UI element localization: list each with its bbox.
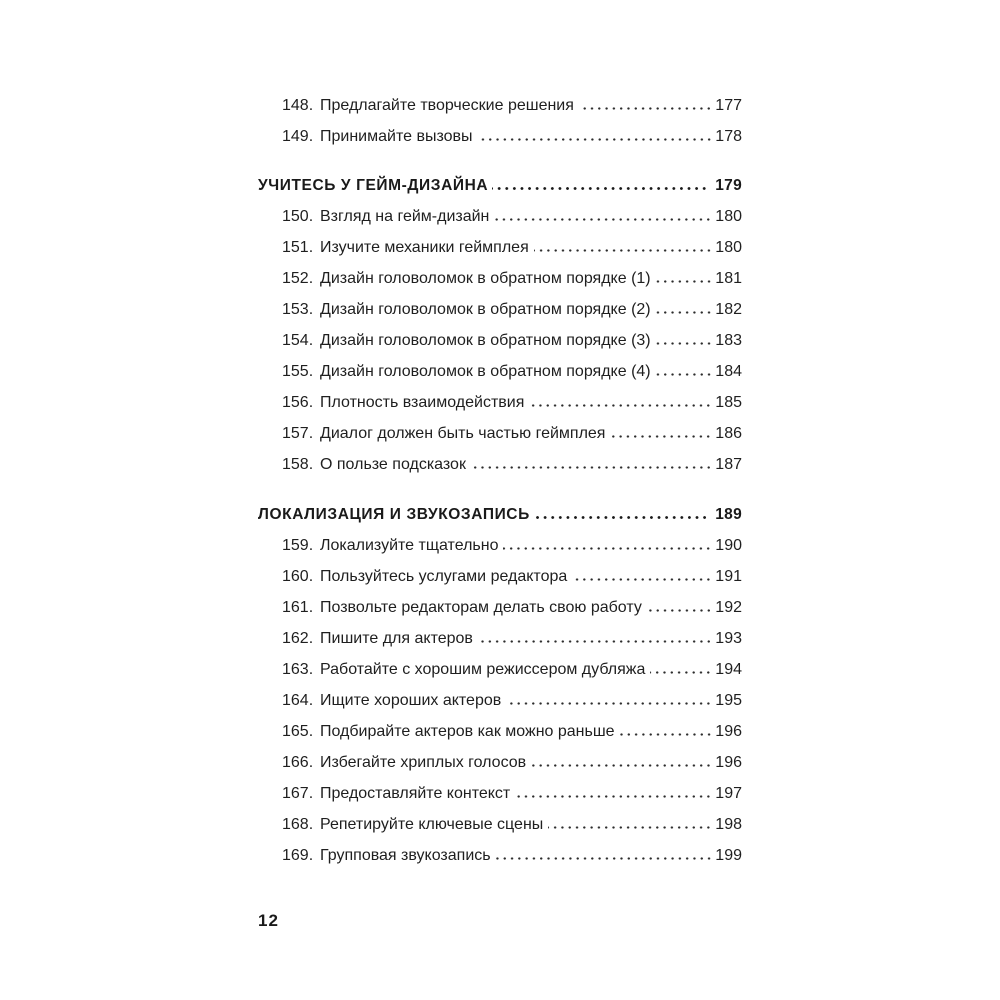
toc-entry	[258, 623, 742, 654]
toc-entry	[258, 356, 742, 387]
entry-title: Диалог должен быть частью геймплея	[320, 425, 606, 442]
dot-leader	[620, 733, 713, 736]
toc-entry	[258, 654, 742, 685]
toc-entry	[258, 449, 742, 480]
entry-number: 151.	[282, 239, 314, 256]
dot-leader	[471, 466, 712, 469]
entry-title: Взгляд на гейм-дизайн	[320, 208, 490, 225]
toc-entry	[258, 561, 742, 592]
entry-page: 195	[715, 692, 742, 709]
entry-number: 164.	[282, 692, 314, 709]
entry-page: 197	[715, 785, 742, 802]
entry-number: 157.	[282, 425, 314, 442]
entry-title: Репетируйте ключевые сцены	[320, 816, 544, 833]
dot-leader	[656, 342, 713, 345]
toc-entry	[258, 592, 742, 623]
entry-page: 182	[715, 301, 742, 318]
entry-number: 148.	[282, 97, 314, 114]
dot-leader	[548, 826, 712, 829]
entry-title: Позвольте редакторам делать свою работу	[320, 599, 642, 616]
entry-title: Изучите механики геймплея	[320, 239, 529, 256]
entry-page: 178	[715, 128, 742, 145]
toc-entry	[258, 418, 742, 449]
toc-entry	[258, 716, 742, 747]
dot-leader	[579, 107, 712, 110]
entry-page: 194	[715, 661, 742, 678]
entry-page: 187	[715, 456, 742, 473]
section-heading-row	[258, 170, 742, 201]
dot-leader	[656, 373, 713, 376]
entry-page: 186	[715, 425, 742, 442]
dot-leader	[515, 795, 712, 798]
toc-entry	[258, 685, 742, 716]
toc-entry	[258, 778, 742, 809]
dot-leader	[572, 578, 712, 581]
entry-page: 192	[715, 599, 742, 616]
dot-leader	[529, 404, 712, 407]
entry-number: 158.	[282, 456, 314, 473]
dot-leader	[496, 857, 713, 860]
toc-entry	[258, 747, 742, 778]
entry-title: Дизайн головоломок в обратном порядке (4)	[320, 363, 651, 380]
toc-entry	[258, 90, 742, 121]
entry-number: 153.	[282, 301, 314, 318]
page-number: 12	[258, 911, 279, 930]
entry-title: Предлагайте творческие решения	[320, 97, 574, 114]
entry-number: 154.	[282, 332, 314, 349]
entry-number: 163.	[282, 661, 314, 678]
entry-title: Принимайте вызовы	[320, 128, 473, 145]
entry-page: 177	[715, 97, 742, 114]
entry-title: Пользуйтесь услугами редактора	[320, 568, 568, 585]
entry-number: 166.	[282, 754, 314, 771]
entry-title: Предоставляйте контекст	[320, 785, 511, 802]
entry-title: Дизайн головоломок в обратном порядке (2)	[320, 301, 651, 318]
toc-entry	[258, 840, 742, 871]
entry-page: 185	[715, 394, 742, 411]
dot-leader	[478, 138, 713, 141]
entry-page: 181	[715, 270, 742, 287]
section-page: 179	[715, 177, 742, 194]
dot-leader	[478, 640, 712, 643]
dot-leader	[494, 218, 712, 221]
entry-title: Плотность взаимодействия	[320, 394, 525, 411]
toc-entry	[258, 263, 742, 294]
toc-entry	[258, 121, 742, 152]
toc-entry	[258, 809, 742, 840]
toc-entry	[258, 530, 742, 561]
toc-entry	[258, 201, 742, 232]
entry-title: Ищите хороших актеров	[320, 692, 502, 709]
entry-page: 184	[715, 363, 742, 380]
dot-leader	[534, 249, 713, 252]
entry-number: 155.	[282, 363, 314, 380]
entry-number: 160.	[282, 568, 314, 585]
dot-leader	[647, 609, 712, 612]
entry-page: 199	[715, 847, 742, 864]
toc-entry	[258, 294, 742, 325]
entry-number: 161.	[282, 599, 314, 616]
entry-page: 180	[715, 239, 742, 256]
entry-number: 150.	[282, 208, 314, 225]
entry-title: О пользе подсказок	[320, 456, 466, 473]
dot-leader	[656, 311, 713, 314]
toc-entry	[258, 325, 742, 356]
entry-number: 149.	[282, 128, 314, 145]
dot-leader	[503, 547, 712, 550]
section-heading: ЛОКАЛИЗАЦИЯ И ЗВУКОЗАПИСЬ	[258, 506, 530, 523]
dot-leader	[656, 280, 713, 283]
dot-leader	[506, 702, 712, 705]
entry-page: 183	[715, 332, 742, 349]
dot-leader	[610, 435, 712, 438]
dot-leader	[531, 764, 712, 767]
section-page: 189	[715, 506, 742, 523]
entry-number: 159.	[282, 537, 314, 554]
entry-page: 191	[715, 568, 742, 585]
entry-title: Работайте с хорошим режиссером дубляжа	[320, 661, 646, 678]
entry-number: 165.	[282, 723, 314, 740]
entry-number: 152.	[282, 270, 314, 287]
dot-leader	[650, 671, 712, 674]
toc-entry	[258, 232, 742, 263]
toc-entry	[258, 387, 742, 418]
entry-title: Дизайн головоломок в обратном порядке (1)	[320, 270, 651, 287]
entry-title: Избегайте хриплых голосов	[320, 754, 527, 771]
section-heading-row	[258, 499, 742, 530]
entry-title: Дизайн головоломок в обратном порядке (3)	[320, 332, 651, 349]
entry-title: Групповая звукозапись	[320, 847, 491, 864]
entry-number: 168.	[282, 816, 314, 833]
entry-page: 180	[715, 208, 742, 225]
entry-title: Пишите для актеров	[320, 630, 473, 647]
entry-title: Локализуйте тщательно	[320, 537, 499, 554]
entry-page: 196	[715, 754, 742, 771]
section-heading: УЧИТЕСЬ У ГЕЙМ-ДИЗАЙНА	[258, 177, 489, 194]
entry-number: 162.	[282, 630, 314, 647]
entry-page: 190	[715, 537, 742, 554]
entry-page: 198	[715, 816, 742, 833]
entry-page: 193	[715, 630, 742, 647]
dot-leader	[534, 516, 708, 519]
table-of-contents	[258, 90, 742, 871]
entry-number: 167.	[282, 785, 314, 802]
entry-number: 169.	[282, 847, 314, 864]
dot-leader	[492, 187, 708, 190]
entry-number: 156.	[282, 394, 314, 411]
entry-title: Подбирайте актеров как можно раньше	[320, 723, 615, 740]
entry-page: 196	[715, 723, 742, 740]
